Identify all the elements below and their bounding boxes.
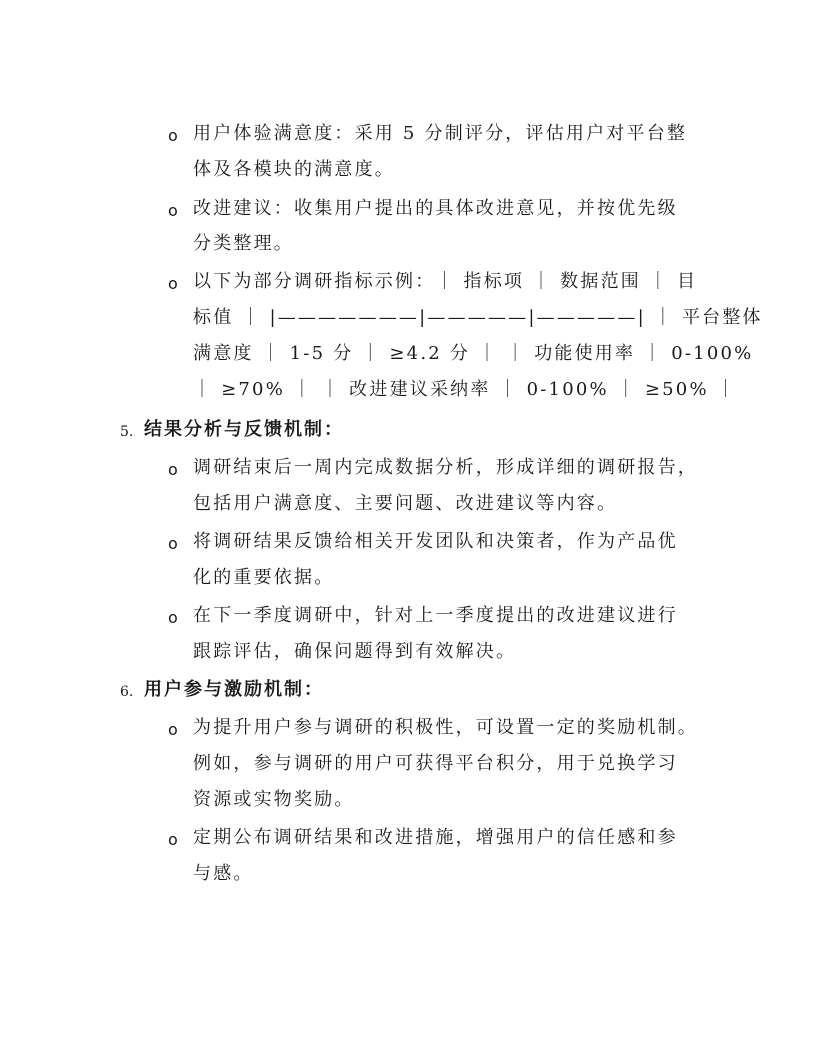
list-item-line: 跟踪评估，确保问题得到有效解决。 xyxy=(193,641,517,662)
list-item-line: 调研结束后一周内完成数据分析，形成详细的调研报告， xyxy=(193,457,698,478)
section-title: 用户参与激励机制： xyxy=(144,679,324,700)
list-bullet: o xyxy=(168,830,178,849)
list-item-line: 标值 ｜ |———————|—————|—————| ｜ 平台整体 xyxy=(193,307,763,328)
list-bullet: o xyxy=(168,460,178,479)
list-item-line: 化的重要依据。 xyxy=(193,567,335,588)
section-title: 结果分析与反馈机制： xyxy=(144,419,344,440)
list-item-line: 例如，参与调研的用户可获得平台积分，用于兑换学习 xyxy=(193,753,678,774)
list-bullet: o xyxy=(168,201,178,220)
list-item-line: 在下一季度调研中，针对上一季度提出的改进建议进行 xyxy=(193,605,678,626)
list-bullet: o xyxy=(168,608,178,627)
list-item-line: 包括用户满意度、主要问题、改进建议等内容。 xyxy=(193,493,618,514)
list-item-line: 体及各模块的满意度。 xyxy=(193,159,395,180)
list-item-line: 将调研结果反馈给相关开发团队和决策者，作为产品优 xyxy=(193,531,678,552)
list-item-line: 与感。 xyxy=(193,863,254,884)
list-item-line: 资源或实物奖励。 xyxy=(193,789,355,810)
list-item-line: 分类整理。 xyxy=(193,233,294,254)
list-item-line: 为提升用户参与调研的积极性，可设置一定的奖励机制。 xyxy=(193,717,698,738)
list-item-line: ｜ ≥70% ｜ ｜ 改进建议采纳率 ｜ 0-100% ｜ ≥50% ｜ xyxy=(193,379,737,400)
list-item-line: 满意度 ｜ 1-5 分 ｜ ≥4.2 分 ｜ ｜ 功能使用率 ｜ 0-100% xyxy=(193,343,754,364)
section-number: 6. xyxy=(120,684,134,700)
list-bullet: o xyxy=(168,534,178,553)
section-number: 5. xyxy=(120,424,134,440)
list-item-line: 改进建议：收集用户提出的具体改进意见，并按优先级 xyxy=(193,198,678,219)
list-item-line: 定期公布调研结果和改进措施，增强用户的信任感和参 xyxy=(193,827,678,848)
list-bullet: o xyxy=(168,126,178,145)
list-bullet: o xyxy=(168,274,178,293)
list-item-line: 以下为部分调研指标示例：｜ 指标项 ｜ 数据范围 ｜ 目 xyxy=(193,271,698,292)
list-item-line: 用户体验满意度：采用 5 分制评分，评估用户对平台整 xyxy=(193,123,688,144)
list-bullet: o xyxy=(168,720,178,739)
